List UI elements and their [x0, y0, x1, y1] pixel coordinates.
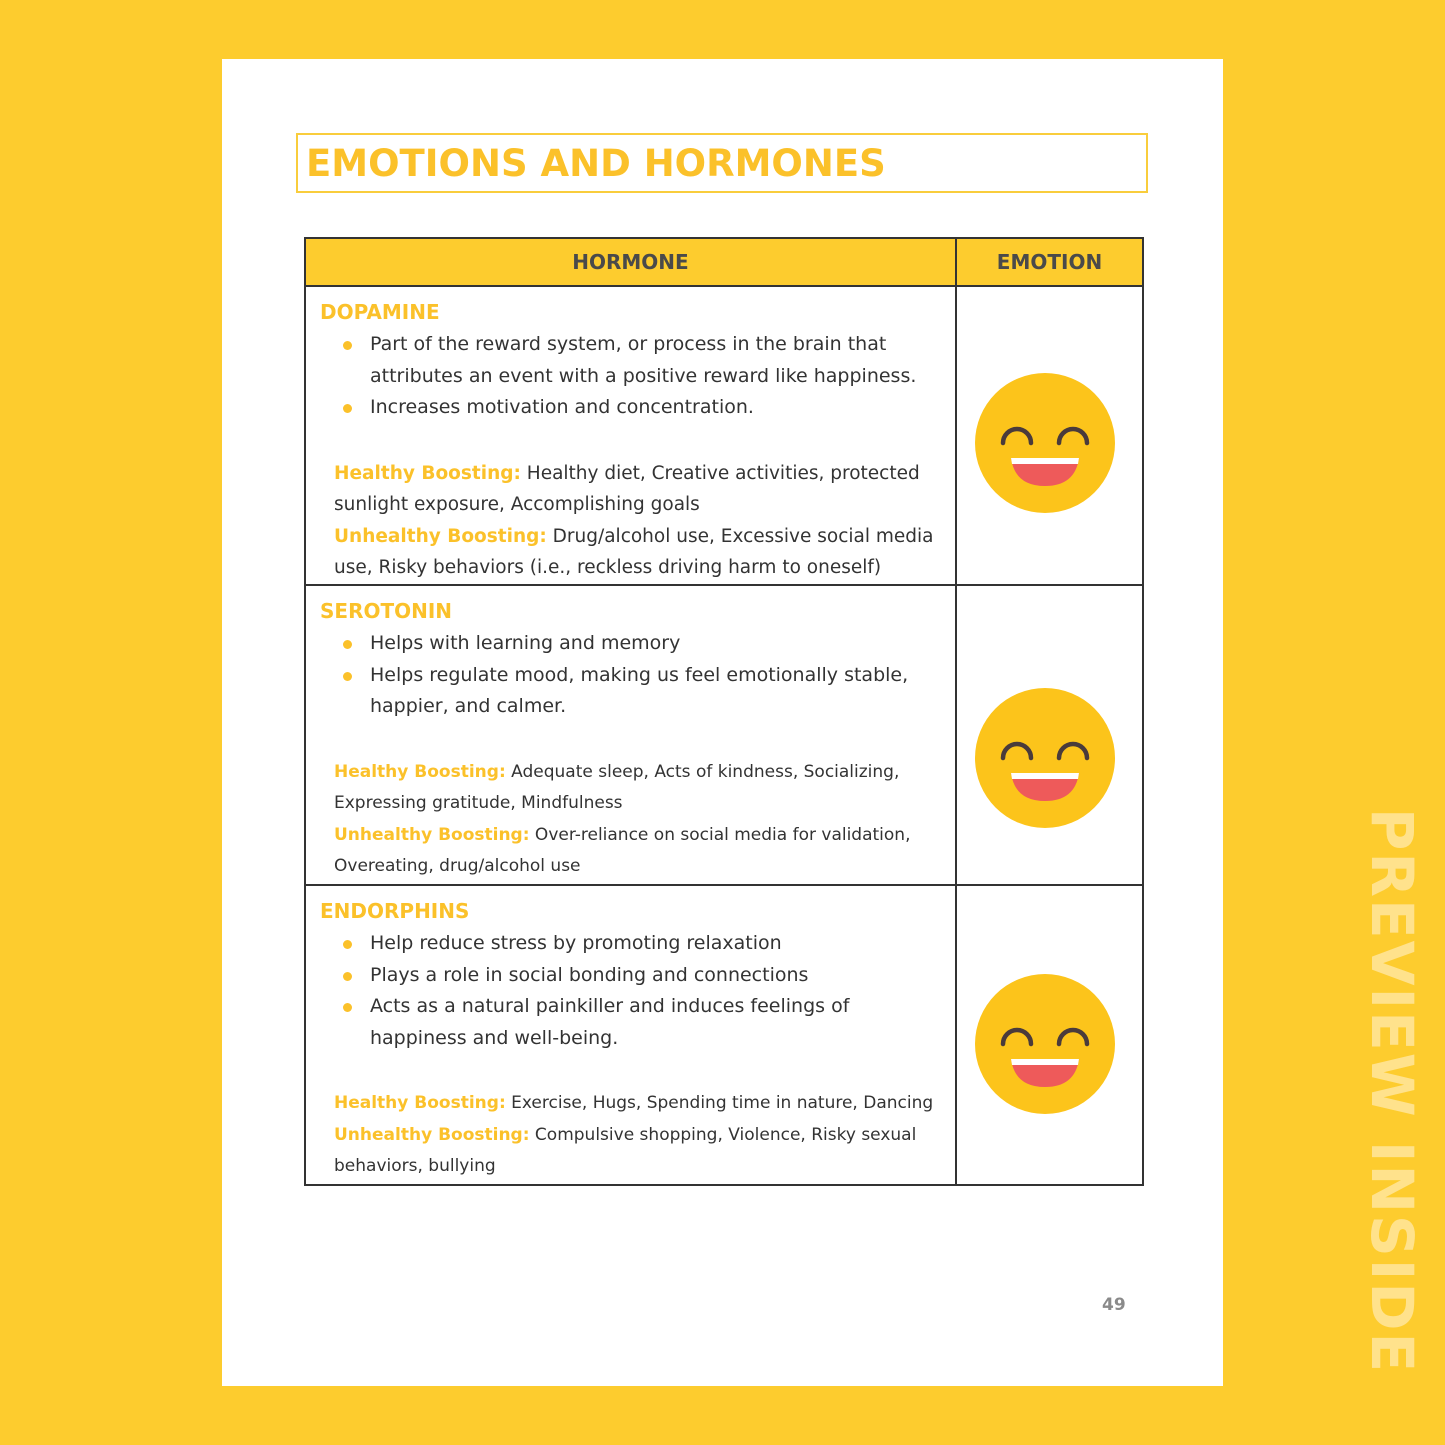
hormone-points: [320, 329, 955, 424]
grinning-face-icon: [975, 373, 1115, 513]
unhealthy-boosting-text: Compulsive shopping, Violence, Risky sexual behaviors, bullying: [334, 1124, 917, 1176]
emotion-cell: [956, 885, 1143, 1185]
healthy-boosting-text: Adequate sleep, Acts of kindness, Socializing, Expressing gratitude, Mindfulness: [334, 761, 900, 813]
emotion-cell: [956, 585, 1143, 885]
unhealthy-boosting-text: Drug/alcohol use, Excessive social media use, Risky behaviors (i.e., reckless driving harm to oneself): [334, 525, 934, 578]
hormone-points: [320, 628, 955, 723]
grinning-face-icon: [975, 688, 1115, 828]
healthy-boosting-label: Healthy Boosting:: [334, 1093, 506, 1113]
hormone-points: [320, 928, 955, 1054]
list-item: Part of the reward system, or process in the brain that attributes an event with a positive reward like happiness.: [370, 329, 955, 392]
header-hormone: HORMONE: [305, 238, 956, 286]
preview-watermark: [1358, 796, 1426, 1386]
page-title: EMOTIONS AND HORMONES: [306, 142, 886, 185]
hormone-cell: [305, 885, 956, 1185]
list-item: Helps with learning and memory: [370, 628, 955, 660]
unhealthy-boosting: [334, 820, 935, 883]
boosting-info: [334, 757, 955, 883]
header-emotion: EMOTION: [956, 238, 1143, 286]
table-header-row: [305, 238, 1143, 286]
emotion-cell: [956, 286, 1143, 585]
unhealthy-boosting-label: Unhealthy Boosting:: [334, 1124, 530, 1145]
grinning-face-icon: [975, 974, 1115, 1114]
unhealthy-boosting-label: Unhealthy Boosting:: [334, 525, 547, 547]
hormone-cell: [305, 585, 956, 885]
unhealthy-boosting-text: Over-reliance on social media for validation, Overeating, drug/alcohol use: [334, 824, 911, 876]
hormone-name: DOPAMINE: [320, 300, 440, 324]
hormone-cell: [305, 286, 956, 585]
page-number: 49: [1102, 1295, 1126, 1315]
list-item: Plays a role in social bonding and connections: [370, 960, 955, 992]
unhealthy-boosting: [334, 521, 935, 584]
healthy-boosting-label: Healthy Boosting:: [334, 761, 506, 782]
unhealthy-boosting-label: Unhealthy Boosting:: [334, 824, 530, 845]
healthy-boosting-label: Healthy Boosting:: [334, 462, 521, 484]
table-row: [305, 585, 1143, 885]
hormone-table: [304, 237, 1144, 1186]
unhealthy-boosting: [334, 1120, 935, 1183]
healthy-boosting-text: Healthy diet, Creative activities, protected sunlight exposure, Accomplishing goals: [334, 462, 920, 515]
hormone-name: ENDORPHINS: [320, 899, 470, 923]
healthy-boosting: [334, 757, 935, 820]
table-row: [305, 885, 1143, 1185]
healthy-boosting-text: Exercise, Hugs, Spending time in nature, Dancing: [505, 1093, 934, 1113]
list-item: Helps regulate mood, making us feel emotionally stable, happier, and calmer.: [370, 660, 955, 723]
title-box: [296, 133, 1148, 193]
hormone-name: SEROTONIN: [320, 599, 453, 623]
boosting-info: [334, 458, 955, 584]
boosting-info: [334, 1088, 955, 1183]
healthy-boosting: [334, 1088, 935, 1120]
watermark-text: PREVIEW INSIDE: [1358, 807, 1426, 1375]
list-item: Increases motivation and concentration.: [370, 392, 955, 424]
list-item: Acts as a natural painkiller and induces feelings of happiness and well-being.: [370, 991, 955, 1054]
document-page: [222, 59, 1223, 1386]
list-item: Help reduce stress by promoting relaxation: [370, 928, 955, 960]
healthy-boosting: [334, 458, 935, 521]
table-row: [305, 286, 1143, 585]
